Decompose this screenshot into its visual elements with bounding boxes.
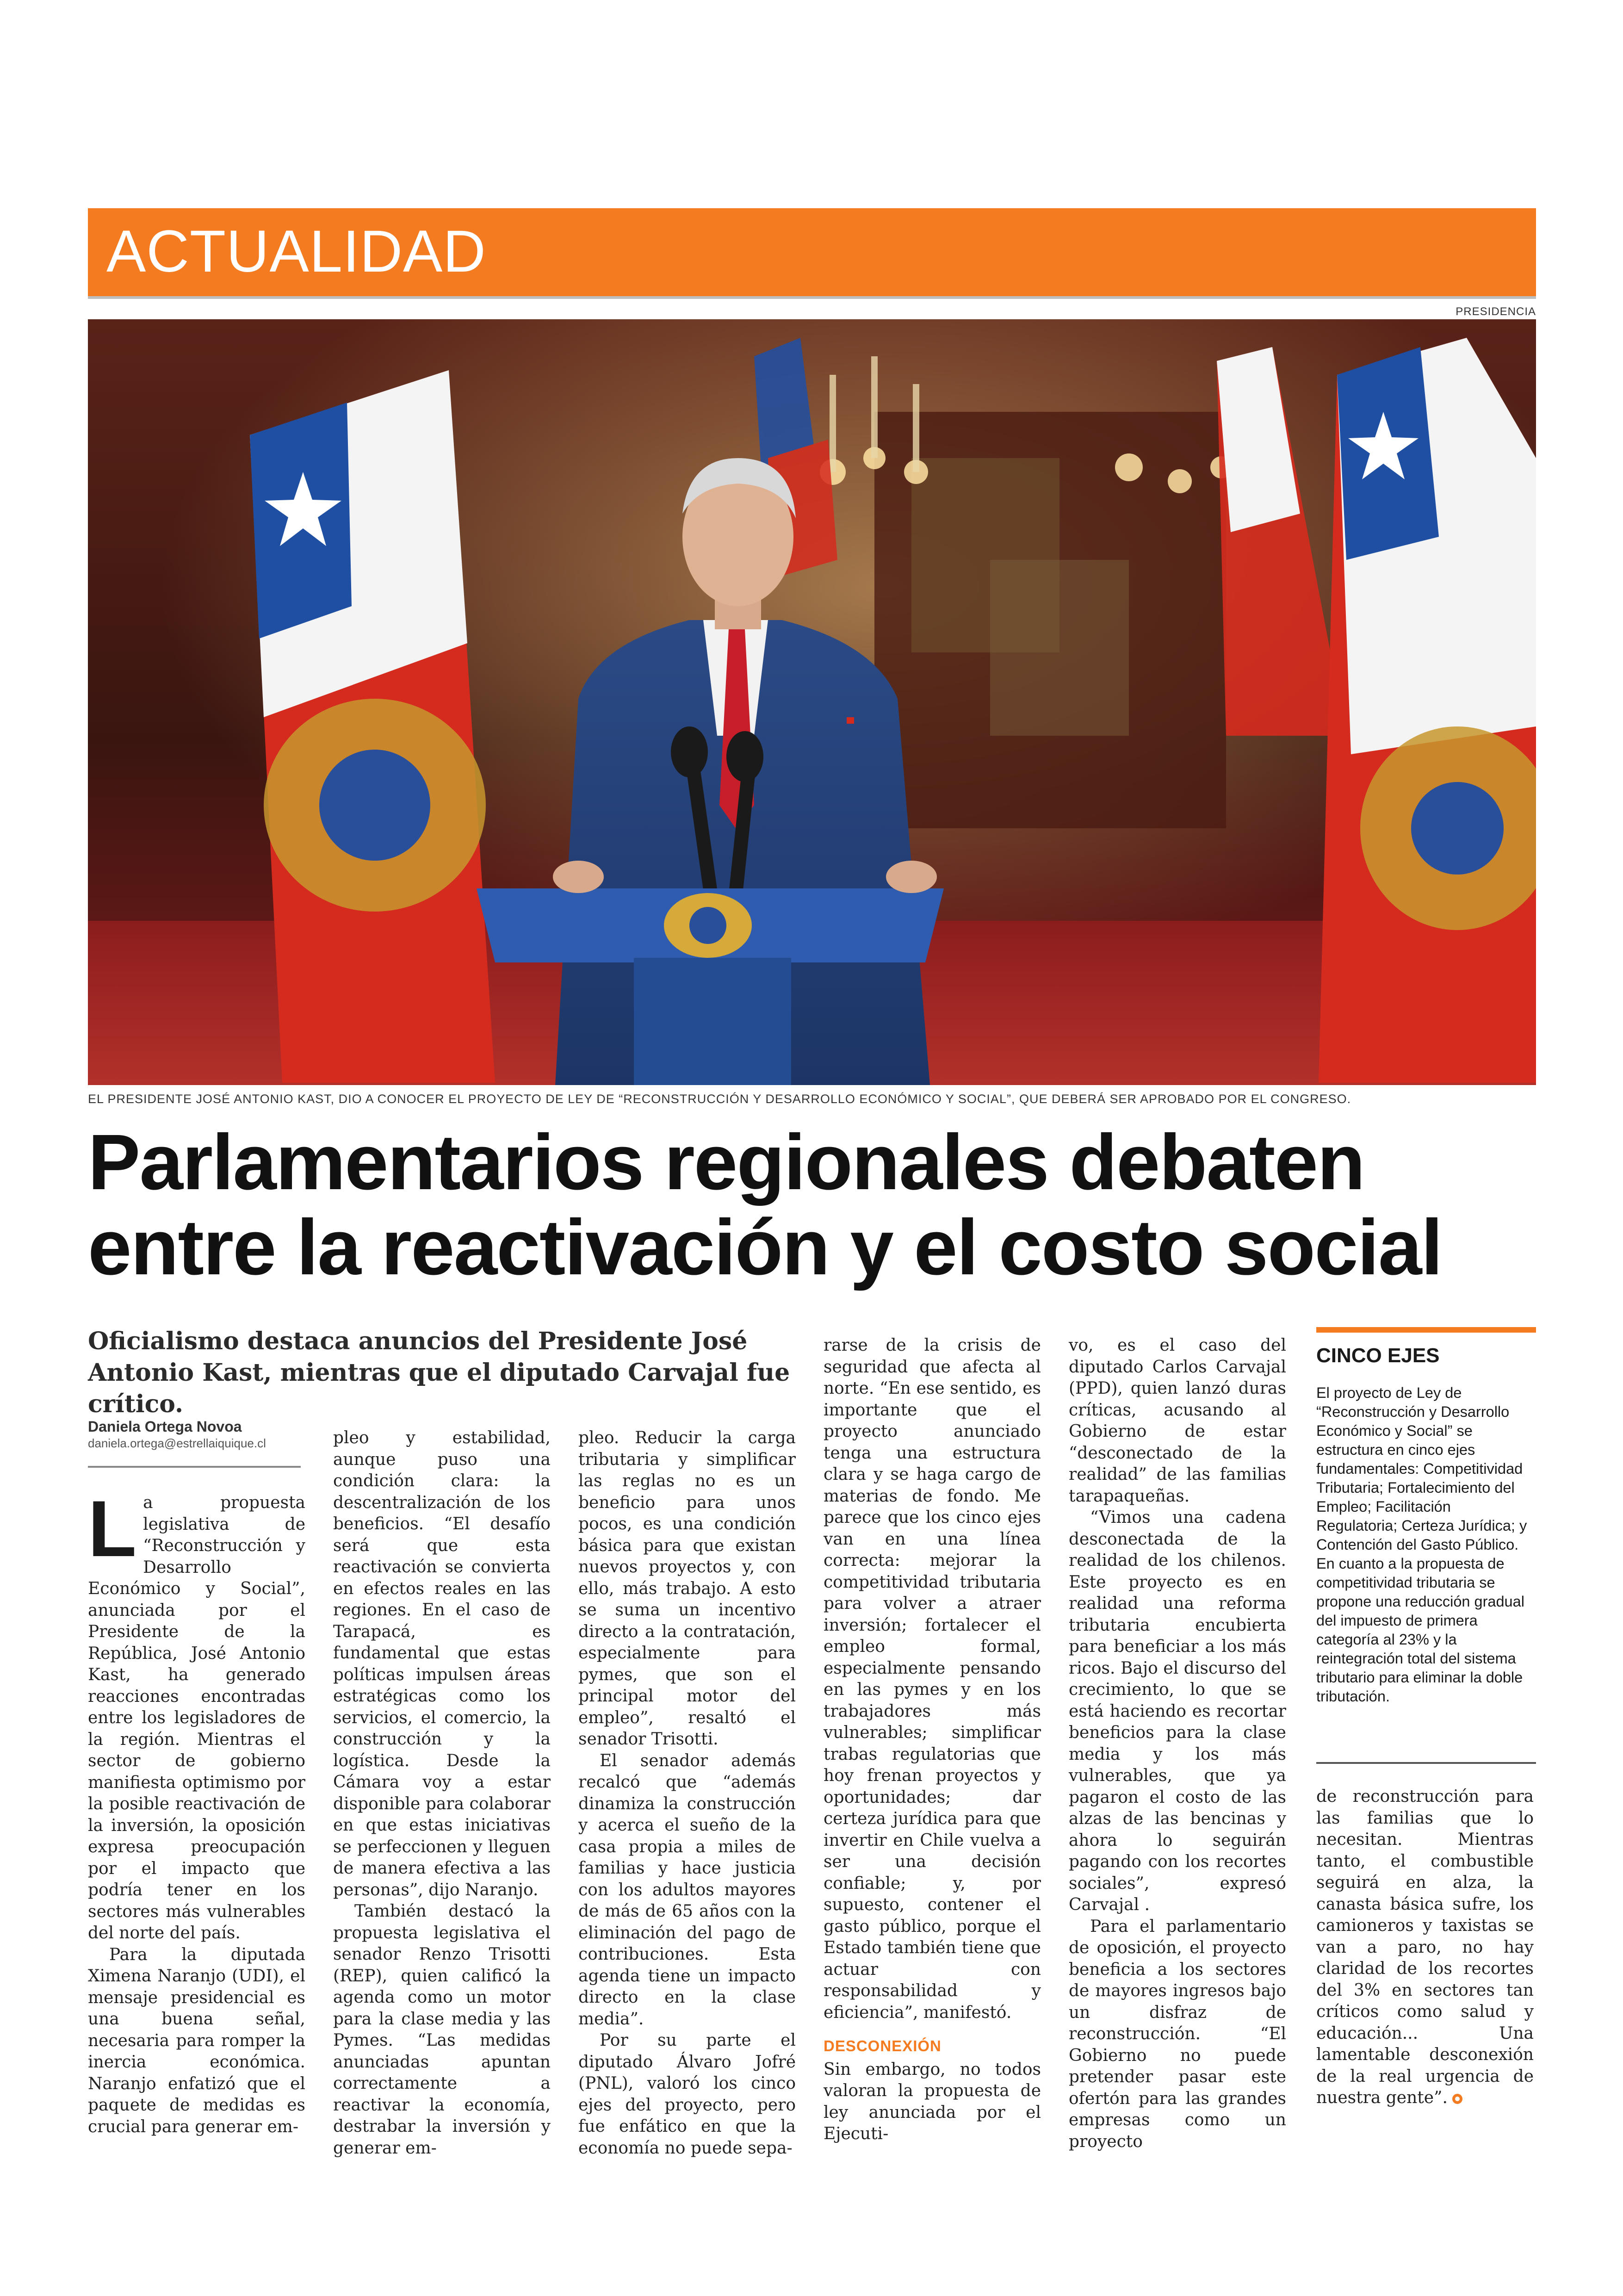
article-paragraph: Para la diputada Ximena Naranjo (UDI), el mensaje presidencial es una buena señal, necesaria para romper la inercia económica. Naranjo enfatizó que el paquete de medidas es crucial para generar em- [88,1945,305,2136]
article-column-1 [88,1484,305,2138]
photo-caption: EL PRESIDENTE JOSÉ ANTONIO KAST, DIO A CONOCER EL PROYECTO DE LEY DE “RECONSTRUCCIÓN Y DESARROLLO ECONÓMICO Y SOCIAL”, QUE DEBERÁ SER APROBADO POR EL CONGRESO. [88,1092,1351,1106]
article-column-4 [824,1335,1041,2145]
article-paragraph: pleo. Reducir la carga tributaria y simplificar las reglas no es un beneficio para unos pocos, es una condición básica para que existan nuevos proyectos y, con ello, más trabajo. A esto se suma un incentivo directo a la contratación, especialmente para pymes, que son el principal motor del empleo”, resaltó el senador Trisotti. [578,1428,796,1749]
article-paragraph: “Vimos una cadena desconectada de la realidad de los chilenos. Este proyecto es en realidad una reforma tributaria encubierta para beneficiar a los más ricos. Bajo el discurso del crecimiento, lo que se está haciendo es recortar beneficios para la clase media y los más vulnerables, que ya pagaron el costo de las alzas de las bencinas y ahora lo seguirán pagando con los recortes sociales”, expresó Carvajal . [1069,1508,1286,1914]
photo-credit: PRESIDENCIA [1456,305,1536,318]
lead-text: a propuesta legislativa de “Reconstrucción y Desarrollo Económico y Social”, anunciada por el Presidente de la República, José Antonio Kast, ha generado reacciones encontradas entre los legisladores de la región. Mientras el sector de gobierno manifiesta optimismo por la posible reactivación de la inversión, la oposición expresa preocupación por el impacto que podría tener en los sectores más vulnerables del norte del país. [88,1493,305,1942]
article-column-5 [1069,1335,1286,2153]
article-paragraph [88,1484,305,1944]
byline-divider [88,1466,301,1468]
article-paragraph: Para el parlamentario de oposición, el proyecto beneficia a los sectores de mayores ingresos bajo un disfraz de reconstrucción. “El Gobierno no puede pretender pasar este ofertón para las grandes empresas como un proyecto [1069,1917,1286,2151]
article-paragraph: pleo y estabilidad, aunque puso una condición clara: la descentralización de los beneficios. “El desafío será que esta reactivación se convierta en efectos reales en las regiones. En el caso de Tarapacá, es fundamental que estas políticas impulsen áreas estratégicas como los servicios, el comercio, la construcción y la logística. Desde la Cámara voy a estar disponible para colaborar en que estas iniciativas se perfeccionen y lleguen de manera efectiva a las personas”, dijo Naranjo. [333,1428,551,1899]
main-photo [88,319,1536,1085]
article-column-6 [1316,1786,1534,2109]
drop-cap: L [88,1484,137,1573]
article-column-3 [578,1427,796,2159]
article-subhead: Oficialismo destaca anuncios del Presidente José Antonio Kast, mientras que el diputado Carvajal fue crítico. [88,1327,790,1418]
sidebar-title: CINCO EJES [1316,1344,1440,1367]
sidebar-body: El proyecto de Ley de “Reconstrucción y Desarrollo Económico y Social” se estructura en cinco ejes fundamentales: Competitividad Tributaria; Fortalecimiento del Empleo; Facilitación Regulatoria; Certeza Jurídica; y Contención del Gasto Público. En cuanto a la propuesta de competitividad tributaria se propone una reducción gradual del impuesto de primera categoría al 23% y la reintegración total del sistema tributario para eliminar la doble tributación. [1316,1384,1527,1705]
author-email[interactable]: daniela.ortega@estrellaiquique.cl [88,1436,266,1450]
article-paragraph: rarse de la crisis de seguridad que afecta al norte. “En ese sentido, es importante que el proyecto anunciado tenga una estructura clara y se haga cargo de materias de fondo. Me parece que los cinco ejes van en una línea correcta: mejorar la competitividad tributaria para volver a atraer inversión; fortalecer el empleo formal, especialmente pensando en las pymes y en los trabajadores más vulnerables; simplificar trabas regulatorias que hoy frenan proyectos y oportunidades; dar certeza jurídica para que invertir en Chile vuelva a ser una decisión confiable; y, por supuesto, contener el gasto público, porque el Estado también tiene que actuar con responsabilidad y eficiencia”, manifestó. [824,1336,1041,2022]
article-paragraph: El senador además recalcó que “además dinamiza la construcción y acerca el sueño de la casa propia a miles de familias y hace justicia con los adultos mayores de más de 65 años con la eliminación del pago de contribuciones. Esta agenda tiene un impacto directo en la clase media”. [578,1751,796,2029]
sidebar-divider [1316,1762,1536,1764]
article-headline: Parlamentarios regionales debaten entre la reactivación y el costo social [88,1118,1442,1291]
end-mark-icon [1452,2094,1462,2104]
main-photo-illustration [88,319,1536,1085]
article-paragraph: Por su parte el diputado Álvaro Jofré (PNL), valoró los cinco ejes del proyecto, pero fue enfático en que la economía no puede sepa- [578,2031,796,2158]
byline [88,1418,301,1451]
article-paragraph [1316,1786,1534,2109]
author-name: Daniela Ortega Novoa [88,1418,242,1435]
article-paragraph: vo, es el caso del diputado Carlos Carvajal (PPD), quien lanzó duras críticas, acusando al Gobierno de estar “desconectado de la realidad” de las familias tarapaqueñas. [1069,1336,1286,1506]
section-label: ACTUALIDAD [106,218,486,285]
subsection-heading: DESCONEXIÓN [824,2037,942,2054]
article-paragraph: Sin embargo, no todos valoran la propuesta de ley anunciada por el Ejecuti- [824,2060,1041,2143]
sidebar-accent-rule [1316,1327,1536,1333]
closing-text: de reconstrucción para las familias que lo necesitan. Mientras tanto, el combustible seguirá en alza, la canasta básica sufre, los camioneros y taxistas se van a paro, no hay claridad de los recortes del 3% en sectores tan críticos como salud y educación... Una lamentable desconexión de la real urgencia de nuestra gente”. [1316,1787,1534,2107]
section-divider [88,296,1536,299]
article-column-2 [333,1427,551,2159]
section-header-bar [88,208,1536,296]
article-paragraph: También destacó la propuesta legislativa el senador Renzo Trisotti (REP), quien calificó la agenda como un motor para la clase media y las Pymes. “Las medidas anunciadas apuntan correctamente a reactivar la economía, destrabar la inversión y generar em- [333,1902,551,2158]
